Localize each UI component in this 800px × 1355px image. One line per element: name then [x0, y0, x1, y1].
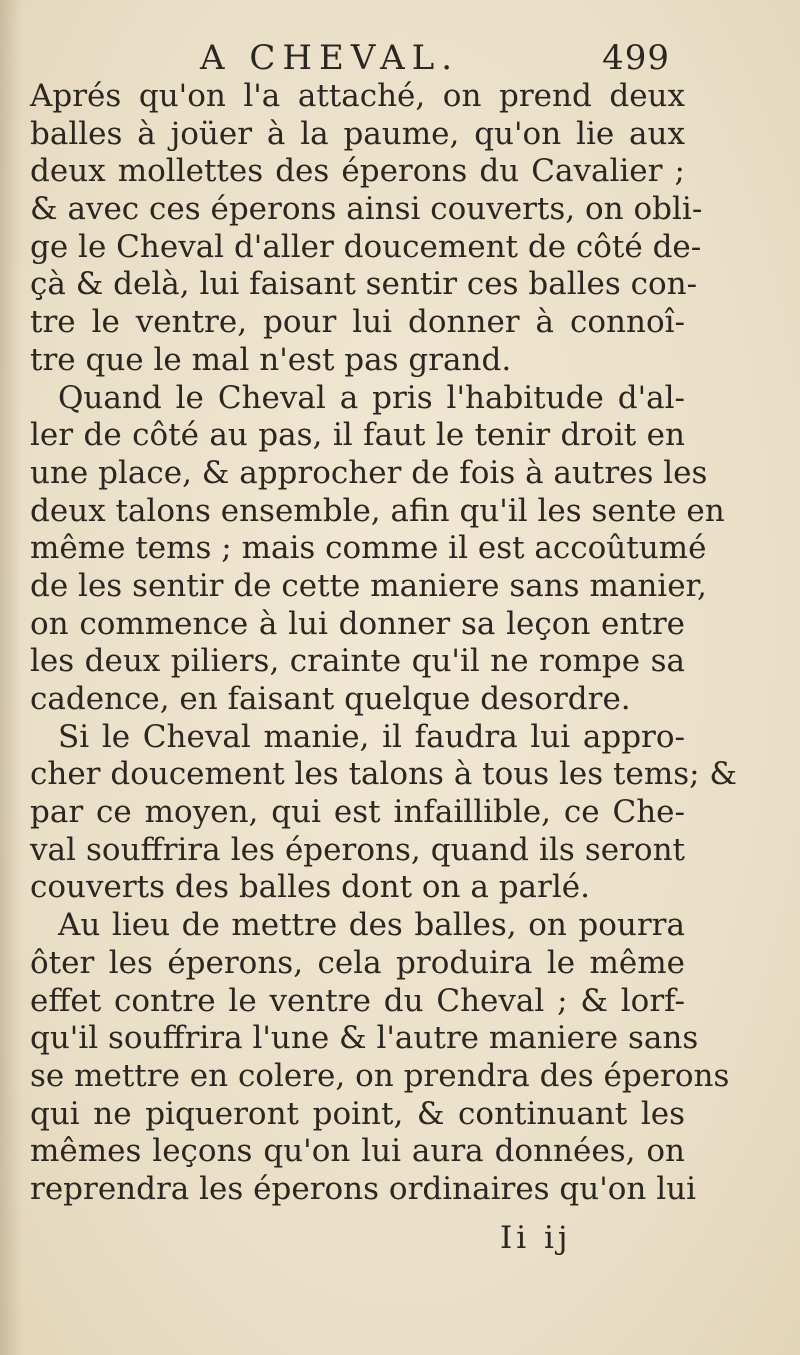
text-line: par ce moyen, qui est infaillible, ce Che- [30, 794, 685, 831]
text-line: cher doucement les talons à tous les tems; & [30, 756, 738, 793]
text-line: qu'il souffrira l'une & l'autre maniere sans [30, 1020, 699, 1057]
text-line: deux mollettes des éperons du Cavalier ; [30, 153, 685, 190]
text-line: effet contre le ventre du Cheval ; & lorf- [30, 982, 685, 1019]
text-line: ge le Cheval d'aller doucement de côté de- [30, 228, 702, 265]
gutter-shadow [0, 0, 22, 1355]
signature-mark: Ii ij [500, 1220, 572, 1256]
text-line: mêmes leçons qu'on lui aura données, on [30, 1133, 685, 1170]
text-line: de les sentir de cette maniere sans manier, [30, 567, 707, 604]
text-line: çà & delà, lui faisant sentir ces balles con- [30, 266, 698, 303]
text-line: couverts des balles dont on a parlé. [30, 869, 590, 906]
text-line: on commence à lui donner sa leçon entre [30, 605, 685, 642]
text-line: qui ne piqueront point, & continuant les [30, 1095, 685, 1132]
text-line: & avec ces éperons ainsi couverts, on obli- [30, 191, 703, 228]
text-line: deux talons ensemble, afin qu'il les sente en [30, 492, 725, 529]
text-line: tre le ventre, pour lui donner à connoî- [30, 304, 685, 341]
text-line: Au lieu de mettre des balles, on pourra [58, 907, 685, 944]
text-line: balles à joüer à la paume, qu'on lie aux [30, 115, 685, 152]
body-text [30, 78, 738, 1209]
text-line: Aprés qu'on l'a attaché, on prend deux [30, 78, 685, 114]
text-line: Si le Cheval manie, il faudra lui appro- [58, 718, 685, 755]
page-number: 499 [602, 38, 670, 78]
text-line: même tems ; mais comme il est accoûtumé [30, 530, 707, 567]
text-line: Quand le Cheval a pris l'habitude d'al- [58, 379, 685, 416]
text-line: val souffrira les éperons, quand ils seront [30, 831, 685, 868]
text-line: les deux piliers, crainte qu'il ne rompe sa [30, 643, 685, 680]
text-line: ôter les éperons, cela produira le même [30, 944, 685, 981]
text-line: reprendra les éperons ordinaires qu'on lui [30, 1170, 697, 1207]
running-head: A CHEVAL. [200, 38, 460, 78]
text-line: cadence, en faisant quelque desordre. [30, 681, 631, 717]
page-header [200, 34, 670, 82]
text-line: tre que le mal n'est pas grand. [30, 341, 512, 378]
text-line: ler de côté au pas, il faut le tenir droit en [30, 417, 685, 454]
text-line: une place, & approcher de fois à autres les [30, 454, 708, 491]
text-line: se mettre en colere, on prendra des éperons [30, 1057, 730, 1094]
